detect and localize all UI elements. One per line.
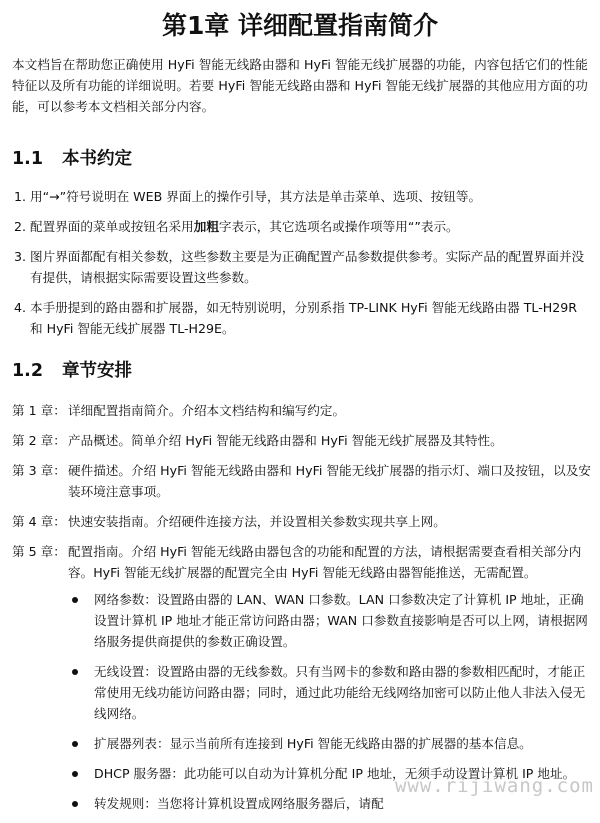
bullet-icon — [72, 597, 78, 603]
bullet-item: 无线设置：设置路由器的无线参数。只有当网卡的参数和路由器的参数相匹配时，才能正常使用无线功能访问路由器；同时，通过此功能给无线网络加密可以防止他人非法入侵无线网络。 — [68, 661, 592, 724]
intro-paragraph: 本文档旨在帮助您正确使用 HyFi 智能无线路由器和 HyFi 智能无线扩展器的功能，内容包括它们的性能特征以及所有功能的详细说明。若要 HyFi 智能无线路由器和 HyFi 智能无线扩展器的其他应用方面的功能，可以参考本文档相关部分内容。 — [12, 57, 588, 114]
conventions-list — [14, 186, 590, 348]
list-item: 1. 用“→”符号说明在 WEB 界面上的操作引导，其方法是单击菜单、选项、按钮等。 — [14, 189, 482, 204]
bullet-icon — [72, 801, 78, 807]
chapter-title: 第1章 详细配置指南简介 — [161, 11, 439, 40]
bullet-item: 扩展器列表：显示当前所有连接到 HyFi 智能无线路由器的扩展器的基本信息。 — [68, 733, 592, 754]
bullet-icon — [72, 741, 78, 747]
section-title: 本书约定 — [62, 149, 132, 169]
section-heading-1-1 — [12, 145, 132, 170]
bullet-item: 网络参数：设置路由器的 LAN、WAN 口参数。LAN 口参数决定了计算机 IP 地址，正确设置计算机 IP 地址才能正常访问路由器；WAN 口参数直接影响是否可以上网，请根据网络服务提供商提供的参数正确设置。 — [68, 589, 592, 652]
list-item: 4. 本手册提到的路由器和扩展器，如无特别说明，分别系指 TP-LINK HyFi 智能无线路由器 TL-H29R 和 HyFi 智能无线扩展器 TL-H29E。 — [14, 300, 578, 336]
list-item: 3. 图片界面都配有相关参数，这些参数主要是为正确配置产品参数提供参考。实际产品的配置界面并没有提供，请根据实际需要设置这些参数。 — [14, 249, 585, 285]
chapter-item: 第 4 章： 快速安装指南。介绍硬件连接方法，并设置相关参数实现共享上网。 — [12, 514, 446, 529]
section-number: 1.1 — [12, 149, 44, 169]
bullet-item: 转发规则：当您将计算机设置成网络服务器后，请配 — [68, 793, 592, 814]
chapter-list — [12, 400, 592, 823]
bullet-item: DHCP 服务器：此功能可以自动为计算机分配 IP 地址，无须手动设置计算机 IP 地址。 — [68, 763, 592, 784]
bold-term: 加粗 — [193, 219, 219, 234]
chapter-item: 第 1 章： 详细配置指南简介。介绍本文档结构和编写约定。 — [12, 403, 346, 418]
section-title: 章节安排 — [62, 361, 132, 381]
chapter-item: 第 5 章： 配置指南。介绍 HyFi 智能无线路由器包含的功能和配置的方法，请根据需要查看相关部分内容。HyFi 智能无线扩展器的配置完全由 HyFi 智能无线路由器智能推送，无需配置。 网络参数：设置路由器的 LAN、WAN 口参数。LAN 口参数决定了计算机 IP 地址，正确设置计算机 IP 地址才能正常访问路由器；WAN 口参数直接影响是否可以上网，请根据网络服务提供商提供的参数正确设置。 无线设置：设置路由器的无线参数。只有当网卡的参数和路由器的参数相匹配时，才能正常使用无线功能访问路由器；同时，通过此功能给无线网络加密可以防止他人非法入侵无线网络。 扩展器列表：显示当前所有连接到 HyFi 智能无线路由器的扩展器的基本信息。 DHCP 服务器：此功能可以自动为计算机分配 IP 地址，无须手动设置计算机 IP 地址。 转发规则：当您将计算机设置成网络服务器后，请配 — [12, 541, 592, 814]
bullet-icon — [72, 669, 78, 675]
section-heading-1-2 — [12, 357, 132, 382]
list-item: 2. 配置界面的菜单或按钮名采用加粗字表示，其它选项名或操作项等用“”表示。 — [14, 219, 459, 234]
chapter-item: 第 3 章： 硬件描述。介绍 HyFi 智能无线路由器和 HyFi 智能无线扩展器的指示灯、端口及按钮，以及安装环境注意事项。 — [12, 463, 591, 499]
bullet-icon — [72, 771, 78, 777]
section-number: 1.2 — [12, 361, 44, 381]
watermark: www.rijiwang.com — [394, 775, 594, 797]
chapter-item: 第 2 章： 产品概述。简单介绍 HyFi 智能无线路由器和 HyFi 智能无线扩展器及其特性。 — [12, 433, 503, 448]
